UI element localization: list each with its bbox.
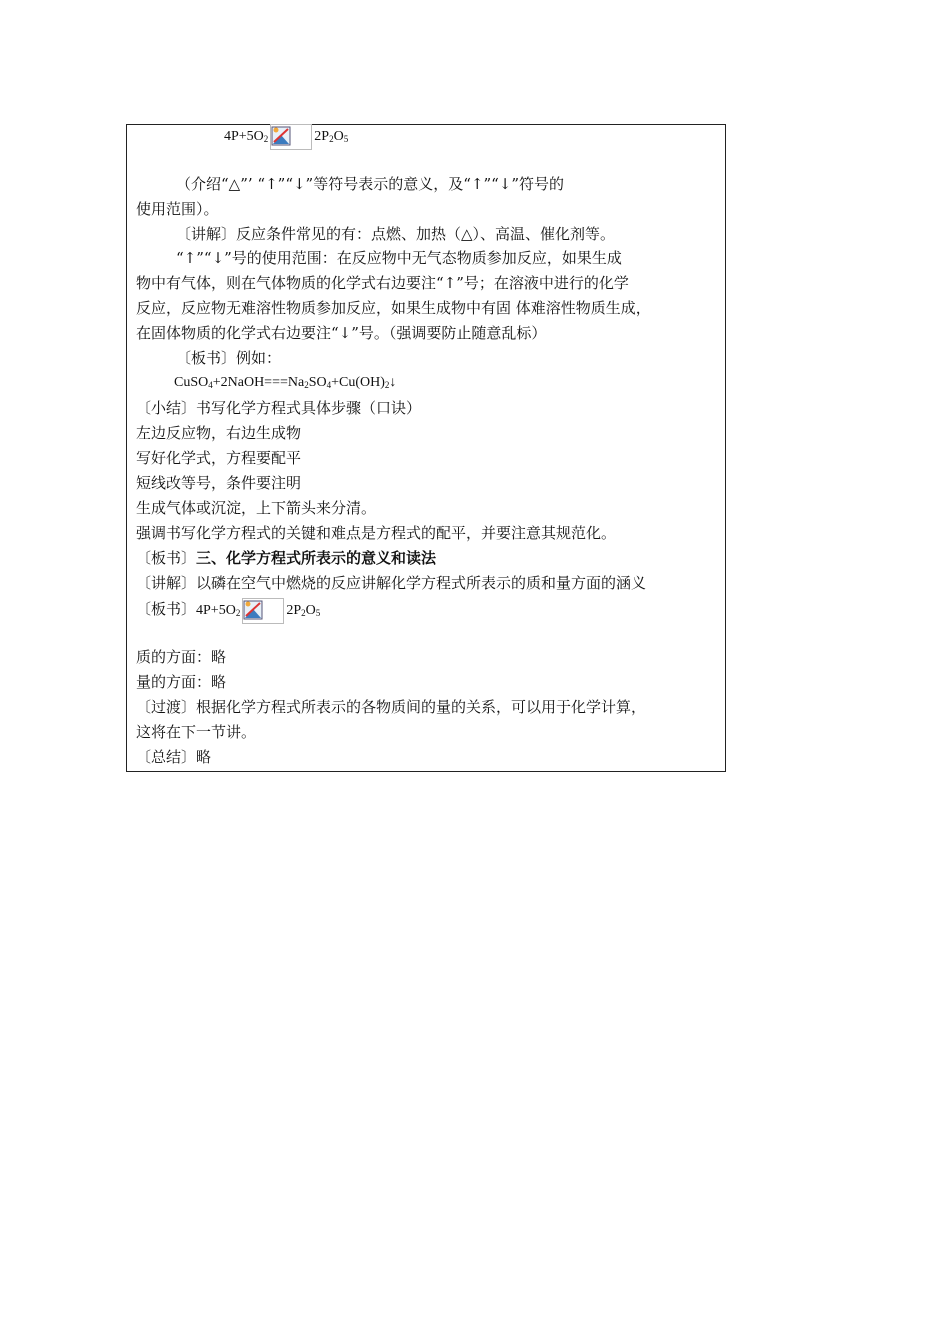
transition-line: 这将在下一节讲。 xyxy=(136,723,257,741)
board-heading: 〔板书〕三、化学方程式所表示的意义和读法 xyxy=(136,549,437,567)
reaction-condition-image xyxy=(270,124,312,150)
text-line: 反应，反应物无难溶性物质参加反应，如果生成物中有固 体难溶性物质生成， xyxy=(136,299,651,317)
summary-line: 写好化学式，方程要配平 xyxy=(136,449,302,467)
text-line: 在固体物质的化学式右边要注“↓”号。（强调要防止随意乱标） xyxy=(136,324,547,342)
text-line: （介绍“△”’ “↑”“↓”等符号表示的意义，及“↑”“↓”符号的 xyxy=(176,175,565,193)
summary-line: 生成气体或沉淀，上下箭头来分清。 xyxy=(136,499,377,517)
equation-cuso4: $CuSO_4+2NaOH===Na_2SO_4+Cu(OH)_2↓$ xyxy=(174,375,397,390)
summary-title: 〔小结〕书写化学方程式具体步骤（口诀） xyxy=(136,399,422,417)
equation-board: 〔板书〕$4P+5O_2$ $2P_2O_5$ xyxy=(136,598,320,624)
summary-line: 强调书写化学方程式的关键和难点是方程式的配平，并要注意其规范化。 xyxy=(136,524,617,542)
reaction-condition-image xyxy=(242,598,284,624)
summary-line: 左边反应物，右边生成物 xyxy=(136,424,302,442)
text-line: 使用范围）。 xyxy=(136,200,219,218)
text-line: 物中有气体，则在气体物质的化学式右边要注“↑”号；在溶液中进行的化学 xyxy=(136,274,629,292)
summary-line: 短线改等号，条件要注明 xyxy=(136,474,302,492)
conclusion-line: 〔总结〕略 xyxy=(136,748,212,766)
quality-line: 质的方面：略 xyxy=(136,648,227,666)
transition-line: 〔过渡〕根据化学方程式所表示的各物质间的量的关系，可以用于化学计算， xyxy=(136,698,647,716)
equation-top: $4P+5O_2$ $2P_2O_5$ xyxy=(224,124,348,150)
quantity-line: 量的方面：略 xyxy=(136,673,227,691)
explain-line: 〔讲解〕以磷在空气中燃烧的反应讲解化学方程式所表示的质和量方面的涵义 xyxy=(136,574,647,592)
text-line: 〔板书〕例如： xyxy=(176,349,282,367)
text-line: 〔讲解〕反应条件常见的有：点燃、加热（△）、高温、催化剂等。 xyxy=(176,225,616,243)
text-line: “↑”“↓”号的使用范围：在反应物中无气态物质参加反应，如果生成 xyxy=(176,249,622,267)
section-title: 三、化学方程式所表示的意义和读法 xyxy=(196,549,437,567)
